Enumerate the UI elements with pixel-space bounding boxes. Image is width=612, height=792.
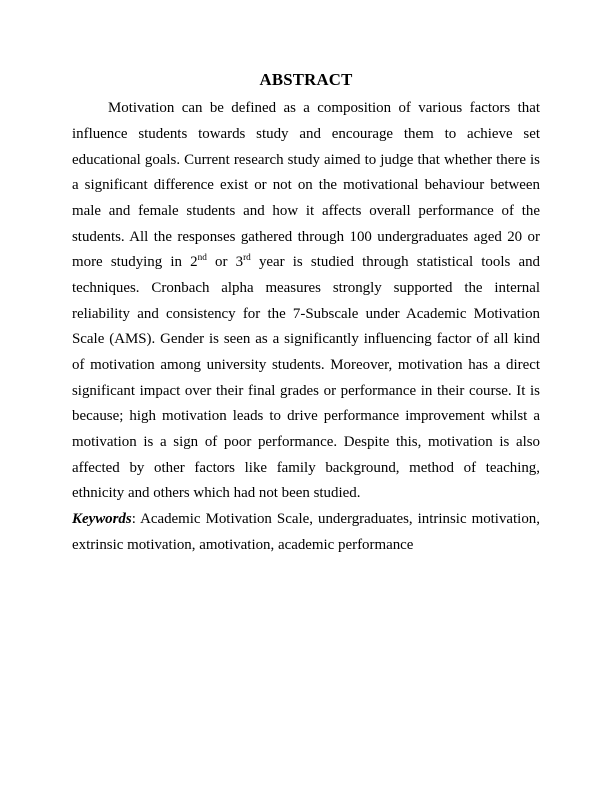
abstract-text-part-1: Motivation can be defined as a composition of various factors that influence students towards study and encourage them to achieve set educational goals. Current research study aimed to judge that whether there is a significant difference exist or not on the motivational behaviour between male and female students and how it affects overall performance of the students. All the responses gathered through 100 undergraduates aged 20 or more studying in 2	[72, 100, 540, 271]
keywords-paragraph	[72, 507, 540, 558]
abstract-paragraph	[72, 96, 540, 507]
keywords-text: Academic Motivation Scale, undergraduates, intrinsic motivation, extrinsic motivation, amotivation, academic performance	[72, 511, 540, 553]
ordinal-suffix-third: rd	[243, 253, 251, 264]
ordinal-suffix-second: nd	[197, 253, 207, 264]
keywords-label: Keywords	[72, 511, 132, 528]
keywords-separator: :	[131, 511, 141, 528]
abstract-text-part-3: year is studied through statistical tools and techniques. Cronbach alpha measures strongly supported the internal reliability and consistency for the 7-Subscale under Academic Motivation Scale (AMS). Gender is seen as a significantly influencing factor of all kind of motivation among university students. Moreover, motivation has a direct significant impact over their final grades or performance in their course. It is because; high motivation leads to drive performance improvement whilst a motivation is a sign of poor performance. Despite this, motivation is also affected by other factors like family background, method of teaching, ethnicity and others which had not been studied.	[72, 254, 540, 502]
page-title: ABSTRACT	[259, 70, 353, 89]
abstract-text-part-2: or 3	[206, 254, 244, 271]
